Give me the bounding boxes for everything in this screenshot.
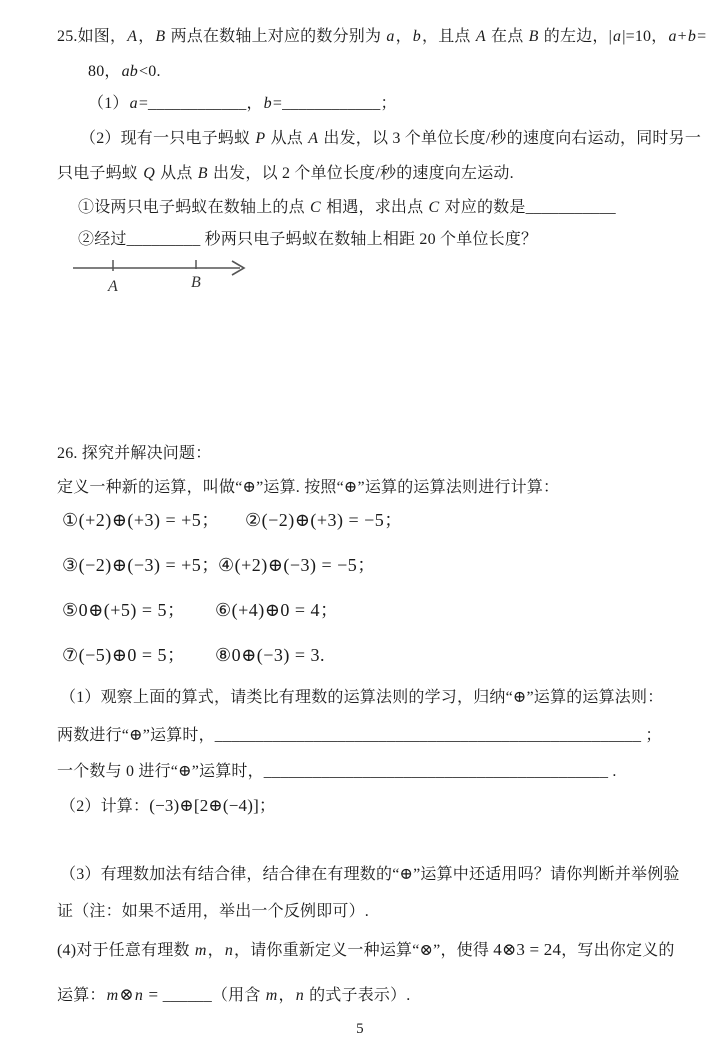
text-segment: m — [265, 987, 278, 1004]
p26-part3-line1: （3）有理数加法有结合律，结合律在有理数的“⊕”运算中还适用吗？请你判断并举例验 — [60, 866, 680, 883]
text-segment: 秒两只电子蚂蚁在数轴上相距 20 个单位长度？ — [200, 231, 538, 248]
text-segment: ， — [138, 28, 155, 45]
text-segment: = — [697, 28, 707, 45]
text-segment: = — [144, 985, 163, 1004]
text-segment: A — [475, 28, 486, 45]
text-segment: 只电子蚂蚁 — [57, 165, 143, 182]
label-point-A: A — [108, 278, 118, 295]
text-segment: 从点 — [155, 165, 197, 182]
text-segment: a — [386, 28, 395, 45]
text-segment: 出发，以 3 个单位长度/秒的速度向右运动，同时另一 — [319, 130, 702, 147]
equation: ⑧0⊕(−3) = 3. — [215, 645, 326, 665]
p26-part2-line — [60, 795, 276, 818]
text-segment: 运算： — [57, 987, 106, 1004]
p25-statement-line2 — [88, 61, 161, 83]
p26-title: 26. 探究并解决问题： — [57, 445, 212, 462]
text-segment: 相遇，求出点 — [321, 199, 428, 216]
text-segment: (4)对于任意有理数 — [57, 942, 194, 959]
page-number: 5 — [356, 1021, 364, 1037]
text-segment: m — [106, 987, 119, 1004]
text-segment: 出发，以 2 个单位长度/秒的速度向左运动. — [208, 165, 514, 182]
text-segment: （1） — [88, 95, 129, 112]
text-segment: b — [412, 28, 421, 45]
text-segment: 4⊗3 = 24 — [493, 940, 562, 959]
text-segment: 从点 — [266, 130, 308, 147]
equation-row — [62, 599, 339, 621]
text-segment: 两点在数轴上对应的数分别为 — [166, 28, 386, 45]
text-segment: （2）计算： — [60, 798, 150, 815]
text-segment: = — [138, 95, 149, 112]
p26-part1-line1: （1）观察上面的算式，请类比有理数的运算法则的学习，归纳“⊕”运算的运算法则： — [60, 689, 664, 706]
text-segment: ； — [380, 95, 397, 112]
text-segment: B — [197, 165, 208, 182]
text-segment: ______ — [162, 987, 212, 1004]
text-segment: ，写出你定义的 — [561, 942, 675, 959]
text-segment: n — [295, 987, 304, 1004]
equation-row — [62, 554, 376, 576]
text-segment: ，请你重新定义一种运算“⊗”，使得 — [234, 942, 494, 959]
p25-part2-line1 — [80, 128, 701, 150]
text-segment: 的式子表示）. — [304, 987, 411, 1004]
text-segment: |=10， — [622, 28, 668, 45]
p26-part1-rule2-blank: 一个数与 0 进行“⊕”运算时，__________________________________________ . — [57, 763, 617, 780]
text-segment: 在点 — [486, 28, 528, 45]
equation: ②(−2)⊕(+3) = −5； — [245, 510, 403, 530]
text-segment: ， — [395, 28, 412, 45]
text-segment: <0. — [139, 63, 161, 80]
p25-part2-line2 — [57, 163, 514, 185]
text-segment: （用含 — [211, 987, 265, 1004]
equation: ⑥(+4)⊕0 = 4； — [215, 600, 339, 620]
text-segment: ⊗ — [119, 985, 134, 1004]
p26-intro: 定义一种新的运算，叫做“⊕”运算. 按照“⊕”运算的运算法则进行计算： — [57, 479, 560, 496]
text-segment: a — [129, 95, 138, 112]
equation: ⑦(−5)⊕0 = 5； — [62, 645, 186, 665]
text-segment: ab — [121, 63, 139, 80]
label-point-B: B — [191, 274, 201, 291]
text-segment: ____________ — [148, 95, 247, 112]
text-segment: B — [155, 28, 166, 45]
text-segment: （2）现有一只电子蚂蚁 — [80, 130, 255, 147]
equation: ⑤0⊕(+5) = 5； — [62, 600, 186, 620]
text-segment: n — [224, 942, 234, 959]
text-segment: C — [428, 199, 440, 216]
equation: ③(−2)⊕(−3) = +5； — [62, 555, 220, 575]
text-segment: A — [127, 28, 138, 45]
p25-statement-line1 — [57, 26, 706, 48]
text-segment: B — [528, 28, 539, 45]
text-segment: ___________ — [525, 199, 616, 216]
p25-sub1-line — [78, 197, 616, 219]
text-segment: b — [263, 95, 272, 112]
text-segment: + — [677, 28, 687, 45]
text-segment: a — [613, 28, 622, 45]
equation: ④(+2)⊕(−3) = −5； — [218, 555, 376, 575]
text-segment: ， — [207, 942, 224, 959]
p26-part1-rule1-blank: 两数进行“⊕”运算时，____________________________________________________ ； — [57, 727, 662, 744]
text-segment: C — [310, 199, 321, 216]
text-segment: 对应的数是 — [440, 199, 526, 216]
text-segment: ，且点 — [422, 28, 475, 45]
p26-part3-line2: 证（注：如果不适用，举出一个反例即可）. — [57, 903, 370, 920]
text-segment: A — [308, 130, 319, 147]
text-segment: m — [194, 942, 207, 959]
text-segment: (−3)⊕[2⊕(−4)]； — [149, 796, 277, 815]
equation-row — [62, 509, 403, 531]
text-segment: 80， — [88, 63, 121, 80]
equation: ①(+2)⊕(+3) = +5； — [62, 510, 220, 530]
number-line-figure — [68, 248, 263, 298]
text-segment: Q — [143, 165, 155, 182]
p26-part4-line2 — [57, 984, 411, 1007]
text-segment: P — [255, 130, 266, 147]
p26-part4-line1 — [57, 939, 675, 962]
text-segment: 25.如图， — [57, 28, 127, 45]
text-segment: = — [272, 95, 283, 112]
text-segment: 的左边，| — [539, 28, 612, 45]
text-segment: ____________ — [282, 95, 381, 112]
p25-part1-blanks — [88, 93, 397, 115]
text-segment: ②经过 — [78, 231, 127, 248]
text-segment: b — [687, 28, 697, 45]
equation-row — [62, 644, 326, 666]
text-segment: ， — [278, 987, 295, 1004]
text-segment: ①设两只电子蚂蚁在数轴上的点 — [78, 199, 310, 216]
text-segment: a — [668, 28, 677, 45]
text-segment: n — [134, 987, 144, 1004]
text-segment: _________ — [126, 231, 201, 248]
text-segment: ， — [246, 95, 263, 112]
